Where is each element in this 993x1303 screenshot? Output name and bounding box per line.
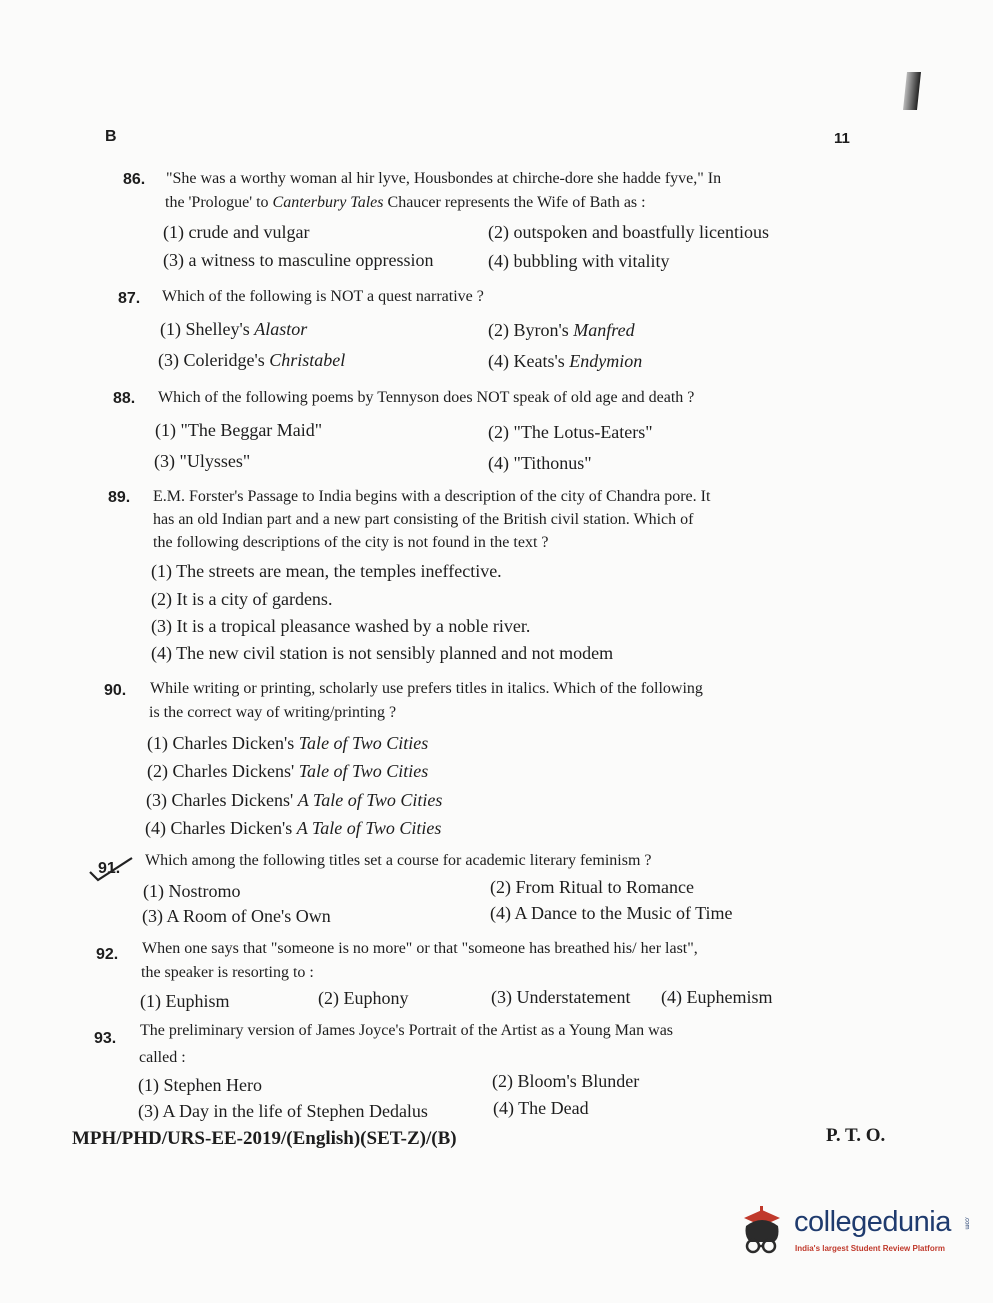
question-text: Which of the following is NOT a quest narrative ? [162, 288, 484, 305]
question-number: 87. [118, 290, 141, 307]
option: (4) The new civil station is not sensibly planned and not modem [151, 643, 614, 663]
question-text: the 'Prologue' to Canterbury Tales Chaucer represents the Wife of Bath as : [165, 194, 646, 211]
question-text: While writing or printing, scholarly use prefers titles in italics. Which of the following [150, 680, 703, 697]
scan-corner-mark [903, 72, 921, 110]
option: (3) Coleridge's Christabel [158, 350, 346, 370]
brand-tagline: India's largest Student Review Platform [795, 1244, 945, 1253]
question-text: is the correct way of writing/printing ? [149, 704, 397, 721]
question-number: 86. [123, 171, 146, 188]
option: (4) The Dead [493, 1098, 589, 1118]
question-text: Which of the following poems by Tennyson does NOT speak of old age and death ? [158, 389, 695, 406]
option: (3) It is a tropical pleasance washed by a noble river. [151, 616, 531, 636]
question-text: "She was a worthy woman al hir lyve, Housbondes at chirche-dore she hadde fyve," In [166, 170, 722, 187]
question-text: The preliminary version of James Joyce's Portrait of the Artist as a Young Man was [140, 1022, 674, 1039]
brand-name: collegedunia [794, 1206, 951, 1238]
option: (2) Bloom's Blunder [492, 1071, 640, 1091]
option: (1) Charles Dicken's Tale of Two Cities [147, 733, 429, 753]
page-number: 11 [834, 130, 850, 147]
option: (2) It is a city of gardens. [151, 589, 333, 609]
option: (2) From Ritual to Romance [490, 877, 694, 897]
option: (1) "The Beggar Maid" [155, 420, 323, 440]
option: (3) a witness to masculine oppression [163, 250, 434, 270]
option: (1) Shelley's Alastor [160, 319, 308, 339]
option: (2) Charles Dickens' Tale of Two Cities [147, 761, 429, 781]
option: (1) crude and vulgar [163, 222, 310, 242]
pen-tick-mark [88, 856, 134, 882]
option: (1) Stephen Hero [138, 1075, 262, 1095]
option: (4) Charles Dicken's A Tale of Two Cities [145, 818, 442, 838]
option: (3) Understatement [491, 987, 631, 1007]
option: (3) "Ulysses" [154, 451, 251, 471]
option: (4) A Dance to the Music of Time [490, 903, 733, 923]
question-text: called : [139, 1049, 186, 1066]
set-letter: B [105, 128, 117, 145]
option: (2) Euphony [318, 988, 409, 1008]
question-number: 92. [96, 946, 119, 963]
option: (4) Euphemism [661, 987, 773, 1007]
option: (2) outspoken and boastfully licentious [488, 222, 769, 242]
option: (4) Keats's Endymion [488, 351, 643, 371]
option: (3) Charles Dickens' A Tale of Two Cities [146, 790, 443, 810]
option: (3) A Room of One's Own [142, 906, 331, 926]
question-text: the speaker is resorting to : [141, 964, 314, 981]
option: (4) "Tithonus" [488, 453, 592, 473]
question-number: 93. [94, 1030, 117, 1047]
option: (4) bubbling with vitality [488, 251, 670, 271]
option: (1) Nostromo [143, 881, 241, 901]
question-text: the following descriptions of the city is not found in the text ? [153, 534, 549, 551]
question-number: 90. [104, 682, 127, 699]
option: (1) The streets are mean, the temples ineffective. [151, 561, 502, 581]
student-mascot-icon [738, 1204, 792, 1258]
option: (2) "The Lotus-Eaters" [488, 422, 653, 442]
collegedunia-watermark [738, 1200, 970, 1260]
question-number: 88. [113, 390, 136, 407]
option: (2) Byron's Manfred [488, 320, 635, 340]
paper-code: MPH/PHD/URS-EE-2019/(English)(SET-Z)/(B) [72, 1128, 457, 1149]
question-number: 89. [108, 489, 131, 506]
question-text: E.M. Forster's Passage to India begins with a description of the city of Chandra pore. It [153, 488, 711, 505]
question-text: has an old Indian part and a new part consisting of the British civil station. Which of [153, 511, 694, 528]
option: (1) Euphism [140, 991, 230, 1011]
option: (3) A Day in the life of Stephen Dedalus [138, 1101, 428, 1121]
pto-label: P. T. O. [826, 1125, 886, 1146]
brand-tld: .com [963, 1216, 970, 1230]
question-text: When one says that "someone is no more" or that "someone has breathed his/ her last", [142, 940, 698, 957]
question-number: 91. [98, 860, 121, 877]
question-text: Which among the following titles set a course for academic literary feminism ? [145, 852, 652, 869]
